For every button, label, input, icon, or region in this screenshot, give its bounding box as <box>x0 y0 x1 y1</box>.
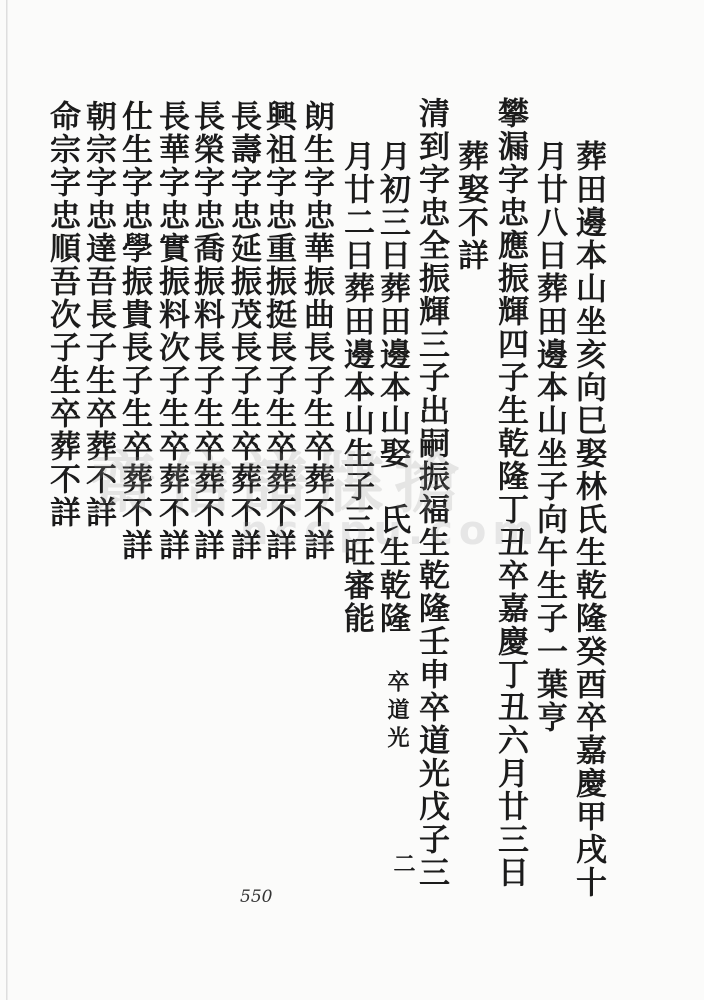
page-spine-shadow <box>6 0 8 1000</box>
text-column-11: 長榮字忠喬振料長子生卒葬不詳 <box>188 100 224 562</box>
watermark-url: ncqpu.com <box>240 508 540 554</box>
text-column-1: 葬田邊本山坐亥向巳娶林氏生乾隆癸酉卒嘉慶甲戌十 <box>570 140 606 899</box>
inline-note-2: 二 <box>390 852 416 880</box>
watermark-text: 齋信譜牒搶 <box>90 445 470 522</box>
inline-note-1: 卒道光 <box>384 670 410 754</box>
text-column-5: 清到字忠全振輝三子出嗣振福生乾隆壬申卒道光戊子三 <box>413 97 449 889</box>
text-column-9: 興祖字忠重振挺長子生卒葬不詳 <box>260 100 296 562</box>
text-column-6: 月初三日葬田邊本山娶 氏生乾隆 <box>374 140 410 635</box>
text-column-2: 月廿八日葬田邊本山坐子向午生子一葉亨 <box>531 140 567 734</box>
text-column-4: 葬娶不詳 <box>452 140 488 272</box>
page-number: 550 <box>240 887 273 907</box>
text-column-8: 朗生字忠華振曲長子生卒葬不詳 <box>298 100 334 562</box>
text-column-3: 攀漏字忠應振輝四子生乾隆丁丑卒嘉慶丁丑六月廿三日 <box>492 97 528 889</box>
text-column-15: 命宗字忠順吾次子生卒葬不詳 <box>44 100 80 529</box>
text-column-10: 長壽字忠延振茂長子生卒葬不詳 <box>225 100 261 562</box>
text-column-7: 月廿二日葬田邊本山生子三旺審能 <box>338 140 374 635</box>
text-column-14: 朝宗字忠達吾長子生卒葬不詳 <box>80 100 116 529</box>
text-column-12: 長華字忠實振料次子生卒葬不詳 <box>153 100 189 562</box>
text-column-13: 仕生字忠學振貴長子生卒葬不詳 <box>116 100 152 562</box>
